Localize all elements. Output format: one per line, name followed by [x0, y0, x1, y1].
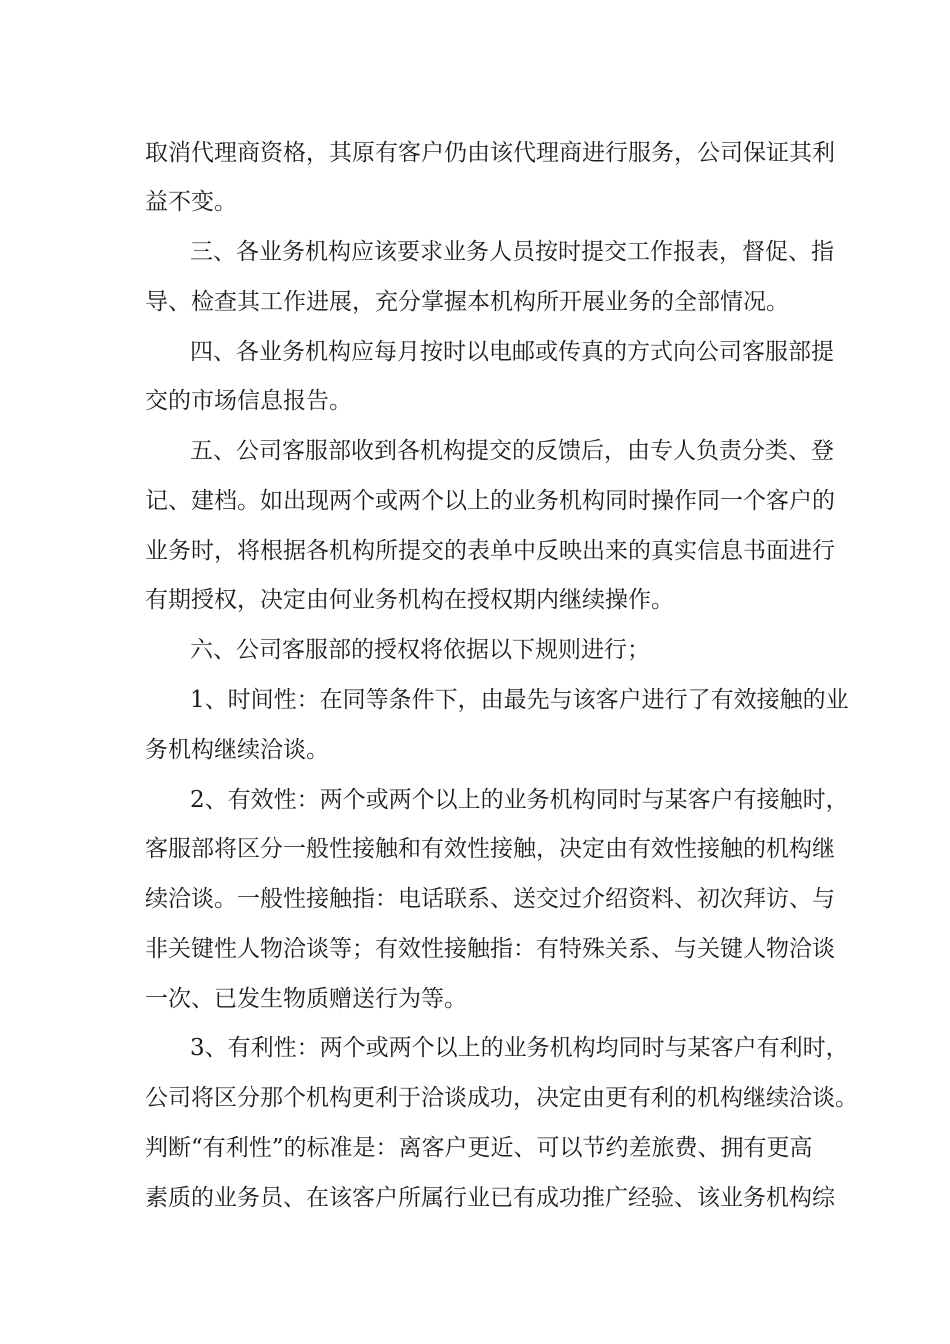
text-line: 交的市场信息报告。 [145, 388, 352, 414]
text-line: 四、各业务机构应每月按时以电邮或传真的方式向公司客服部提 [190, 339, 834, 365]
text-line: 取消代理商资格，其原有客户仍由该代理商进行服务，公司保证其利 [145, 140, 835, 166]
text-line: 客服部将区分一般性接触和有效性接触，决定由有效性接触的机构继 [145, 836, 835, 862]
text-line: 素质的业务员、在该客户所属行业已有成功推广经验、该业务机构综 [145, 1185, 835, 1211]
text-line: 判断“有利性”的标准是：离客户更近、可以节约差旅费、拥有更高 [145, 1135, 813, 1161]
text-line: 公司将区分那个机构更利于洽谈成功，决定由更有利的机构继续洽谈。 [145, 1085, 858, 1111]
text-line: 益不变。 [145, 189, 237, 215]
text-line: 记、建档。如出现两个或两个以上的业务机构同时操作同一个客户的 [145, 488, 835, 514]
text-line: 六、公司客服部的授权将依据以下规则进行； [190, 637, 650, 663]
text-line: 五、公司客服部收到各机构提交的反馈后，由专人负责分类、登 [190, 438, 834, 464]
text-line: 续洽谈。一般性接触指：电话联系、送交过介绍资料、初次拜访、与 [145, 886, 835, 912]
text-line: 务机构继续洽谈。 [145, 737, 329, 763]
text-line: 三、各业务机构应该要求业务人员按时提交工作报表，督促、指 [190, 239, 834, 265]
text-line: 一次、已发生物质赠送行为等。 [145, 986, 467, 1012]
text-line: 有期授权，决定由何业务机构在授权期内继续操作。 [145, 587, 674, 613]
text-line: 2、有效性：两个或两个以上的业务机构同时与某客户有接触时， [190, 787, 849, 813]
text-line: 非关键性人物洽谈等；有效性接触指：有特殊关系、与关键人物洽谈 [145, 936, 835, 962]
text-line: 1、时间性：在同等条件下，由最先与该客户进行了有效接触的业 [190, 687, 849, 713]
text-line: 导、检查其工作进展，充分掌握本机构所开展业务的全部情况。 [145, 289, 789, 315]
text-line: 业务时，将根据各机构所提交的表单中反映出来的真实信息书面进行 [145, 538, 835, 564]
text-line: 3、有利性：两个或两个以上的业务机构均同时与某客户有利时， [190, 1035, 849, 1061]
